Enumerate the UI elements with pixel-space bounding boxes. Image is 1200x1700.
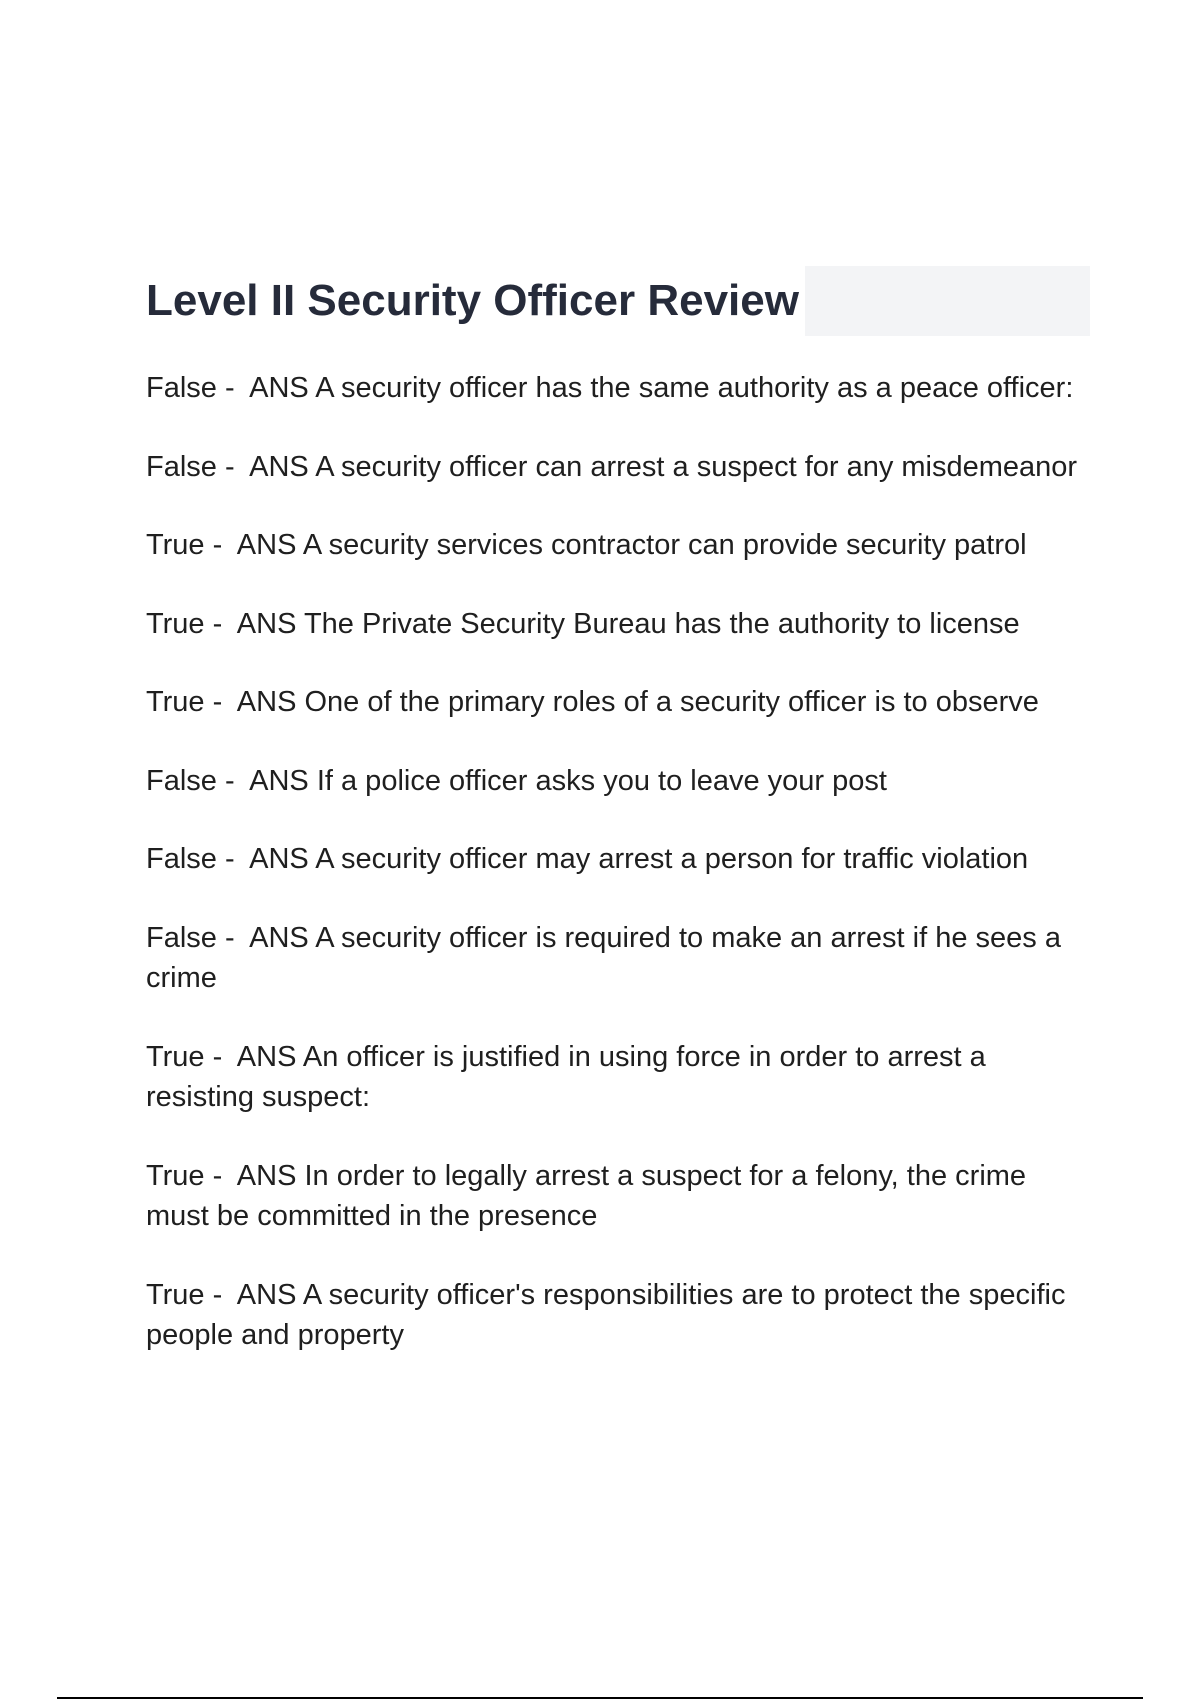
list-item	[146, 682, 1086, 723]
list-item	[146, 604, 1086, 645]
statement-text: ANS The Private Security Bureau has the authority to license	[230, 607, 1020, 640]
statement-text: ANS A security officer may arrest a person for traffic violation	[242, 843, 1029, 875]
footer-divider	[57, 1697, 1143, 1699]
statement-text: ANS A security officer can arrest a suspect for any misdemeanor	[242, 450, 1078, 483]
list-item	[146, 1275, 1086, 1356]
statement-text: ANS If a police officer asks you to leave your post	[242, 764, 887, 797]
list-item	[146, 447, 1086, 488]
statement-text: ANS An officer is justified in using force in order to arrest a resisting suspect:	[146, 1040, 986, 1113]
answer-label: True -	[146, 1040, 231, 1073]
list-item	[146, 525, 1086, 566]
list-item	[146, 839, 1086, 880]
statement-text: ANS A security officer is required to make an arrest if he sees a crime	[146, 921, 1061, 994]
list-item	[146, 368, 1086, 409]
statement-text: ANS A security officer has the same authority as a peace officer:	[242, 372, 1074, 404]
answer-label: False -	[146, 450, 243, 483]
statement-text: ANS A security officer's responsibilities are to protect the specific people and property	[146, 1278, 1066, 1351]
list-item	[146, 918, 1086, 999]
answer-label: False -	[146, 921, 243, 954]
list-item	[146, 1156, 1086, 1237]
answer-label: False -	[146, 843, 243, 875]
list-item	[146, 1037, 1086, 1118]
answer-label: True -	[146, 1278, 231, 1311]
statement-text: ANS In order to legally arrest a suspect for a felony, the crime must be committed in the presence	[146, 1159, 1027, 1232]
list-item	[146, 761, 1086, 802]
answer-label: False -	[146, 372, 243, 404]
page-title: Level II Security Officer Review	[146, 266, 805, 336]
qa-list	[146, 368, 1086, 1394]
answer-label: True -	[146, 686, 231, 718]
answer-label: False -	[146, 764, 243, 797]
answer-label: True -	[146, 529, 231, 561]
statement-text: ANS One of the primary roles of a security officer is to observe	[230, 686, 1039, 718]
answer-label: True -	[146, 607, 231, 640]
statement-text: ANS A security services contractor can provide security patrol	[230, 529, 1027, 561]
answer-label: True -	[146, 1159, 231, 1192]
